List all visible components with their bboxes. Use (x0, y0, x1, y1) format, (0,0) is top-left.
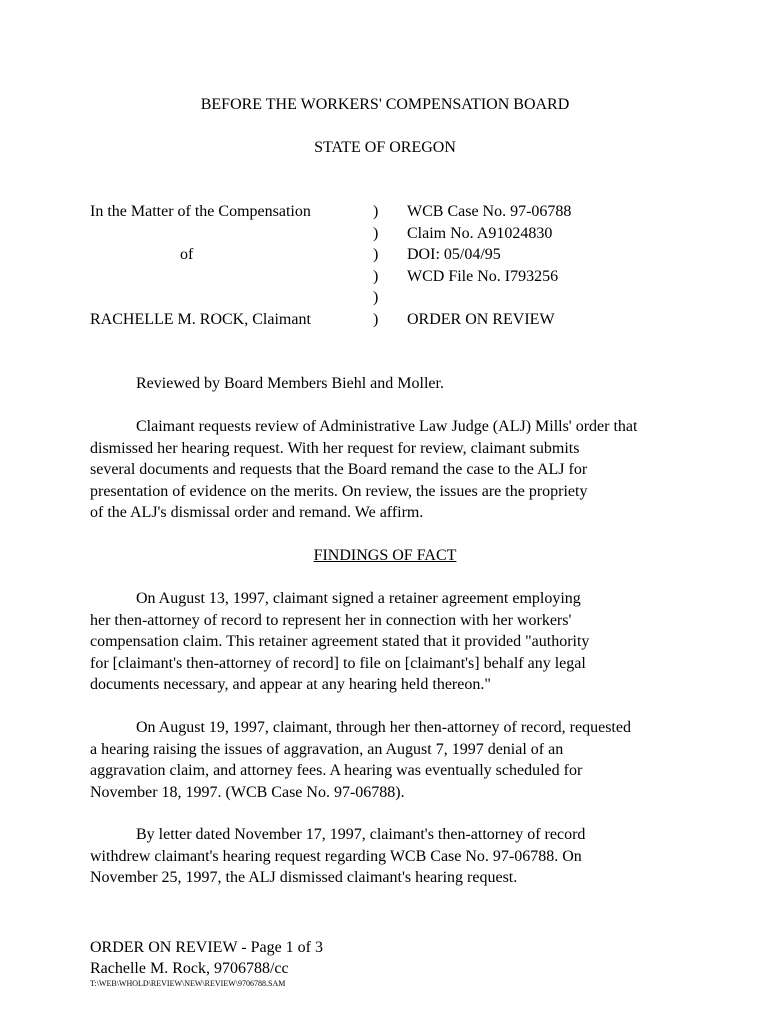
paragraph-line: withdrew claimant's hearing request regarding WCB Case No. 97-06788. On (90, 847, 582, 865)
paragraph-line: for [claimant's then-attorney of record] to file on [claimant's] behalf any legal (90, 654, 586, 672)
case-caption-right (407, 201, 571, 330)
caption-left-line: In the Matter of the Compensation (90, 203, 311, 220)
caption-paren: ) (373, 224, 379, 242)
findings-paragraph-1 (90, 588, 690, 696)
footer-file-path: T:\WEB\WHOLD\REVIEW\NEW\REVIEW\9706788.SAM (90, 979, 286, 988)
caption-left-line (90, 266, 311, 288)
findings-paragraph-3 (90, 824, 690, 889)
paragraph-line: November 18, 1997. (WCB Case No. 97-06788). (90, 783, 405, 801)
caption-paren: ) (373, 289, 379, 306)
caption-paren: ) (373, 246, 379, 263)
findings-heading: FINDINGS OF FACT (313, 547, 457, 564)
paragraph-line: her then-attorney of record to represent her in connection with her workers' (90, 611, 572, 629)
reviewed-by-paragraph (90, 373, 690, 395)
caption-left-line: RACHELLE M. ROCK, Claimant (90, 310, 311, 328)
paragraph-line: dismissed her hearing request. With her request for review, claimant submits (90, 439, 580, 457)
order-title: ORDER ON REVIEW (407, 310, 555, 328)
paragraph-line: By letter dated November 17, 1997, claimant's then-attorney of record (136, 826, 586, 843)
caption-right-blank (407, 287, 571, 309)
paragraph-line: compensation claim. This retainer agreement stated that it provided "authority (90, 633, 590, 650)
paragraph-line: Claimant requests review of Administrative Law Judge (ALJ) Mills' order that (136, 418, 638, 435)
intro-paragraph (90, 416, 690, 524)
paragraph-line: November 25, 1997, the ALJ dismissed claimant's hearing request. (90, 869, 518, 886)
caption-paren: ) (373, 203, 379, 220)
caption-left-line (90, 287, 311, 309)
paragraph-line: On August 19, 1997, claimant, through her then-attorney of record, requested (136, 719, 631, 736)
case-caption-left (90, 201, 311, 330)
doi: DOI: 05/04/95 (407, 246, 501, 263)
paragraph-line: documents necessary, and appear at any hearing held thereon." (90, 676, 491, 693)
case-number: WCB Case No. 97-06788 (407, 203, 572, 220)
caption-left-line: of (180, 246, 194, 263)
claim-number: Claim No. A91024830 (407, 224, 553, 242)
paragraph-line: a hearing raising the issues of aggravation, an August 7, 1997 denial of an (90, 740, 564, 758)
paragraph-line: presentation of evidence on the merits. On review, the issues are the propriety (90, 482, 588, 500)
paragraph-line: several documents and requests that the Board remand the case to the ALJ for (90, 461, 588, 478)
paragraph-line: of the ALJ's dismissal order and remand. We affirm. (90, 504, 424, 521)
board-title: BEFORE THE WORKERS' COMPENSATION BOARD (200, 96, 570, 113)
footer-case-info: Rachelle M. Rock, 9706788/cc (90, 960, 289, 977)
caption-parentheses (373, 201, 378, 330)
state-title: STATE OF OREGON (314, 139, 456, 156)
wcd-file-number: WCD File No. I793256 (407, 267, 559, 285)
paragraph-line: Reviewed by Board Members Biehl and Moller. (136, 375, 444, 392)
caption-paren: ) (373, 310, 379, 328)
findings-paragraph-2 (90, 717, 690, 803)
footer-page-info: ORDER ON REVIEW - Page 1 of 3 (90, 939, 324, 956)
caption-paren: ) (373, 267, 379, 285)
caption-left-line (90, 223, 311, 245)
paragraph-line: On August 13, 1997, claimant signed a retainer agreement employing (136, 590, 581, 607)
paragraph-line: aggravation claim, and attorney fees. A hearing was eventually scheduled for (90, 762, 583, 779)
